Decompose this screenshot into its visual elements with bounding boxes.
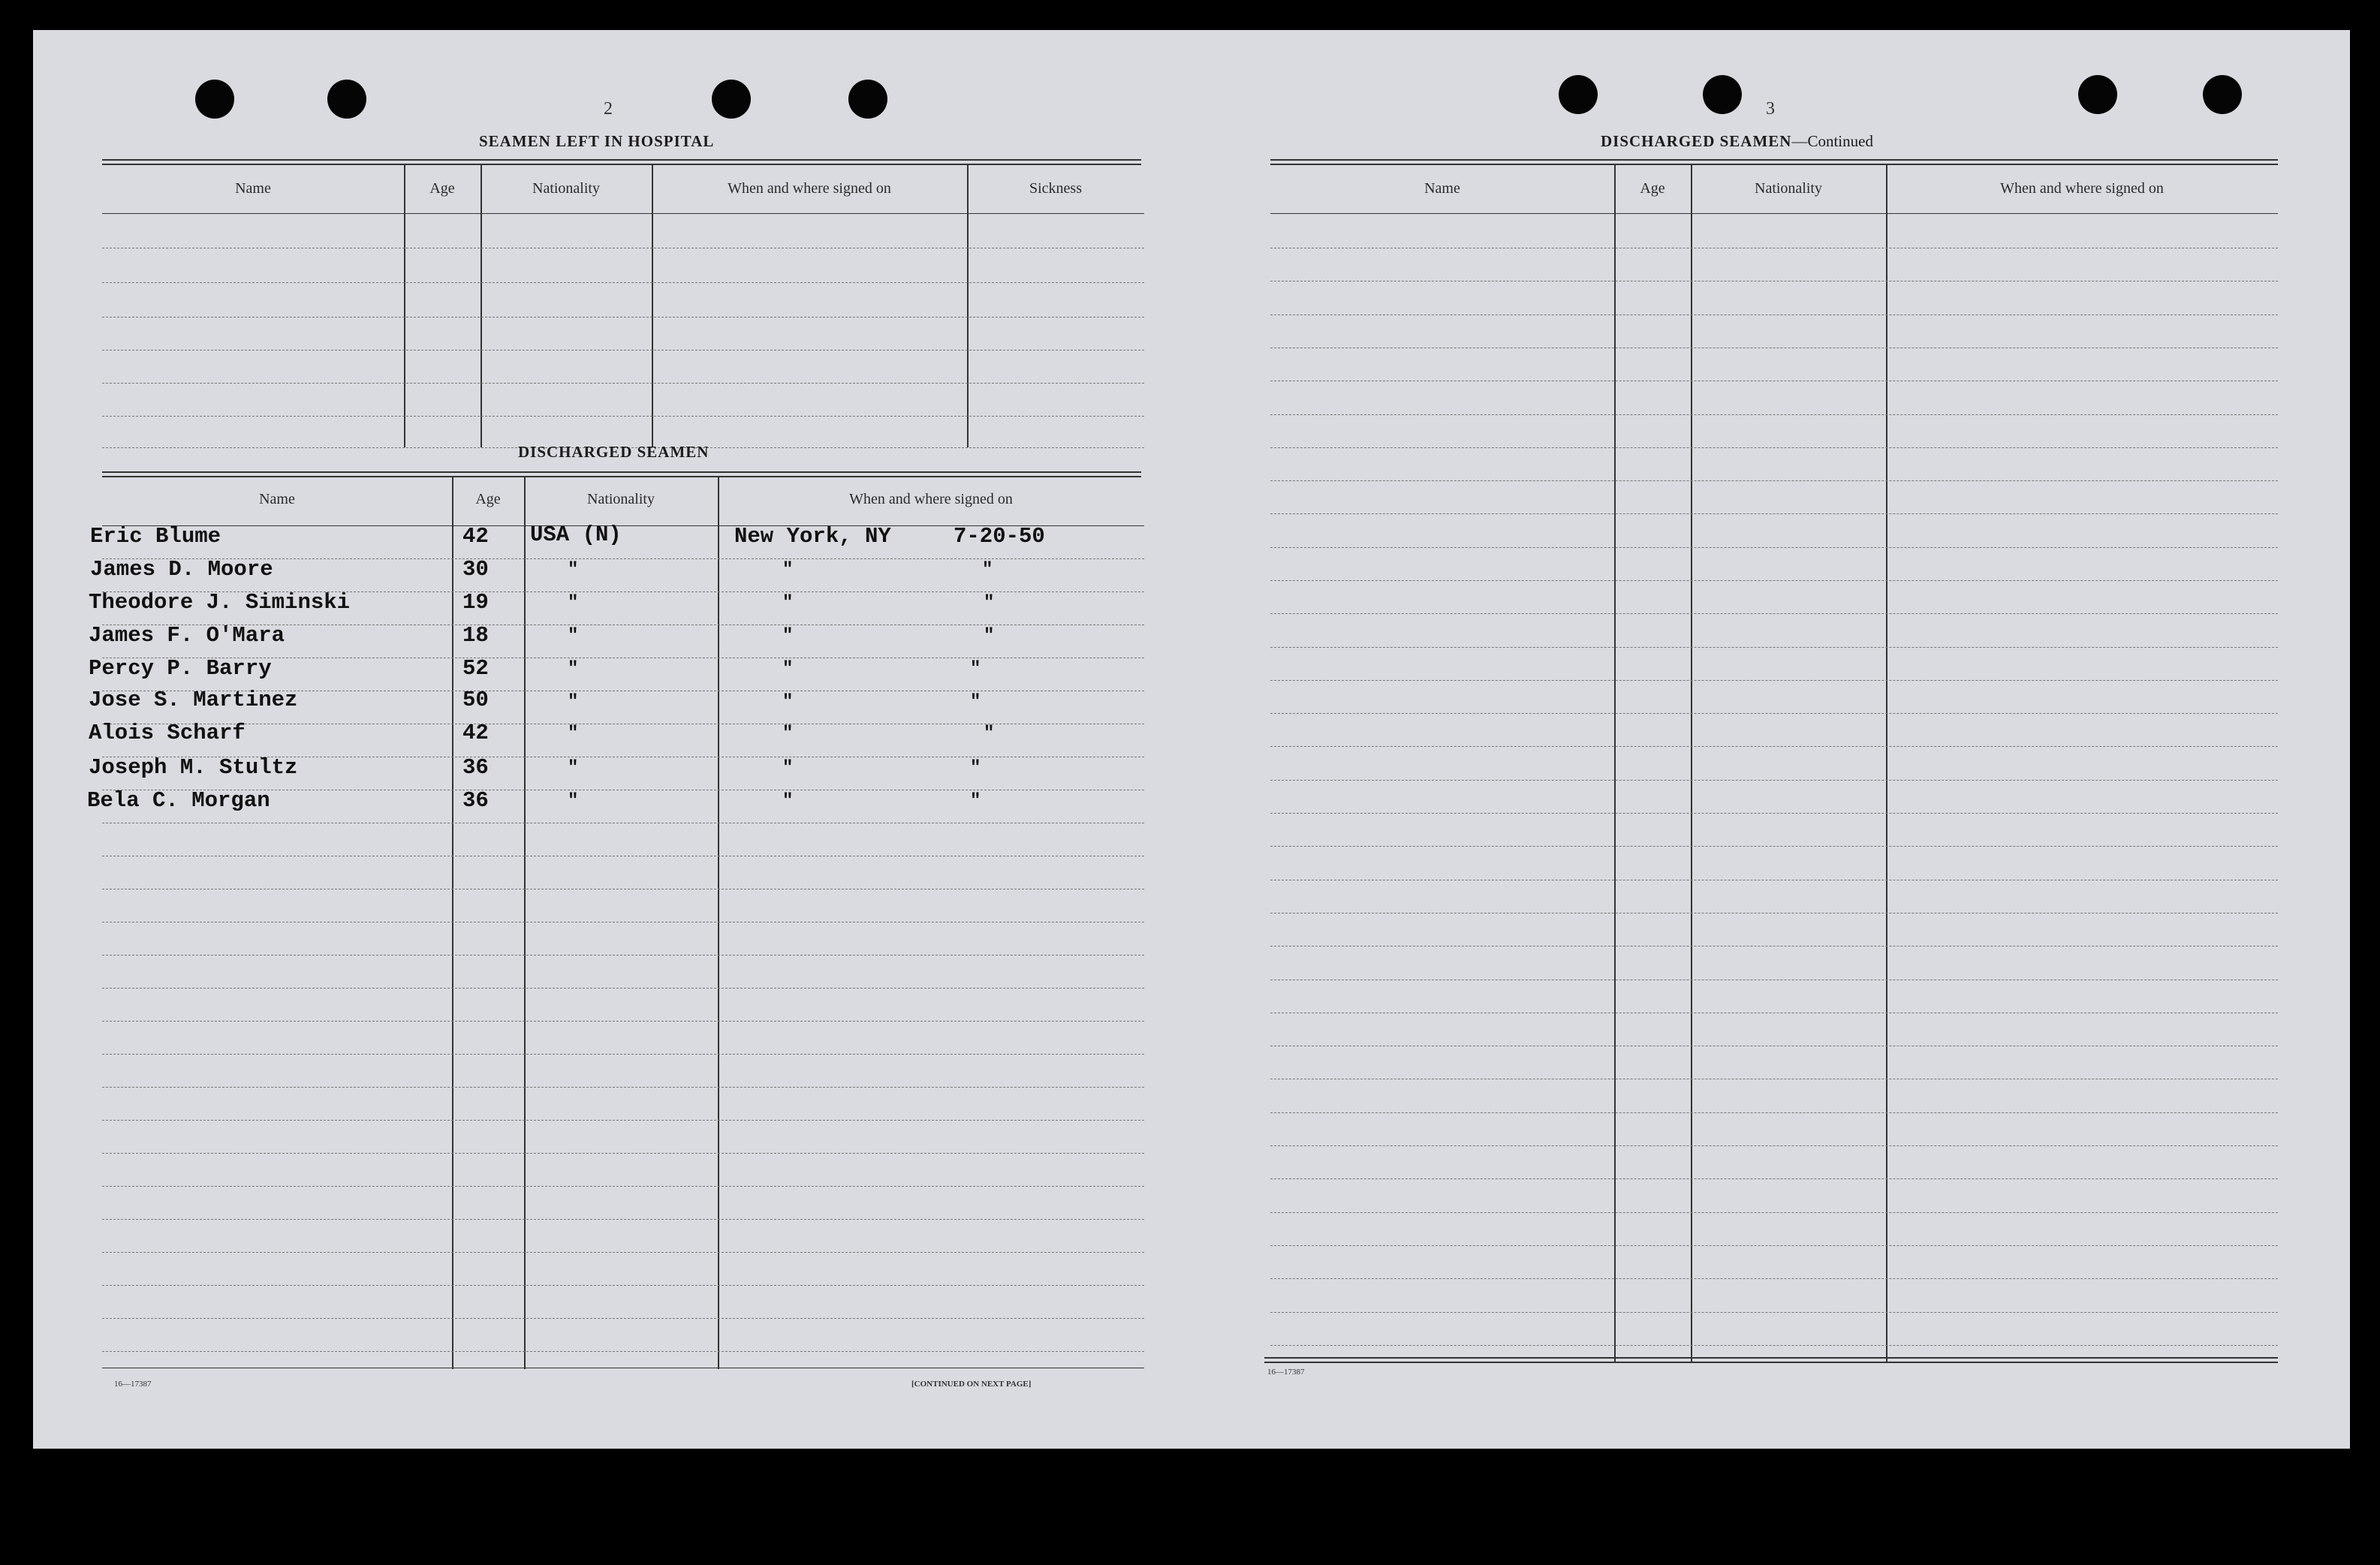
ditto-mark: ": [982, 560, 993, 580]
ditto-mark: ": [970, 758, 981, 778]
right-col-age: Age: [1640, 180, 1665, 197]
punch-hole-icon: [195, 80, 234, 119]
seaman-age: 19: [462, 590, 489, 615]
punch-hole-icon: [1559, 75, 1598, 114]
left-page: [33, 30, 1182, 1449]
seaman-name: Eric Blume: [90, 524, 221, 549]
ditto-mark: ": [568, 626, 579, 646]
discharged-col-signed-on: When and where signed on: [849, 491, 1013, 507]
seaman-name: Jose S. Martinez: [89, 688, 298, 712]
ditto-mark: ": [568, 560, 579, 580]
right-section-title-main: DISCHARGED SEAMEN: [1601, 132, 1792, 150]
punch-hole-icon: [327, 80, 366, 119]
ditto-mark: ": [782, 560, 794, 580]
ditto-mark: ": [970, 791, 981, 811]
hospital-section-title: SEAMEN LEFT IN HOSPITAL: [479, 132, 715, 150]
ditto-mark: ": [568, 724, 579, 744]
hospital-col-age: Age: [429, 180, 455, 197]
seaman-age: 18: [462, 623, 489, 648]
ditto-mark: ": [782, 626, 794, 646]
discharged-col-nationality: Nationality: [587, 491, 655, 507]
punch-hole-icon: [2078, 75, 2117, 114]
seaman-name: Theodore J. Siminski: [89, 590, 351, 615]
ditto-mark: ": [568, 593, 579, 613]
ditto-mark: ": [782, 692, 794, 712]
seaman-age: 30: [462, 557, 489, 582]
hospital-col-nationality: Nationality: [532, 180, 600, 197]
seaman-age: 42: [462, 524, 489, 549]
ditto-mark: ": [568, 791, 579, 811]
ditto-mark: ": [984, 724, 995, 744]
seaman-age: 36: [462, 755, 489, 780]
punch-hole-icon: [848, 80, 887, 119]
page-number: 2: [604, 99, 613, 119]
ditto-mark: ": [568, 758, 579, 778]
ditto-mark: ": [984, 626, 995, 646]
right-section-title: [1601, 132, 1873, 151]
seaman-signed-place: New York, NY: [734, 524, 891, 549]
right-col-signed-on: When and where signed on: [2000, 180, 2164, 197]
seaman-name: Bela C. Morgan: [87, 788, 270, 813]
punch-hole-icon: [2203, 75, 2242, 114]
discharged-section-title: DISCHARGED SEAMEN: [518, 443, 709, 461]
ditto-mark: ": [970, 659, 981, 679]
hospital-col-sickness: Sickness: [1029, 180, 1082, 197]
ditto-mark: ": [568, 659, 579, 679]
right-col-nationality: Nationality: [1755, 180, 1822, 197]
right-section-title-suffix: —Continued: [1791, 132, 1873, 150]
right-col-name: Name: [1424, 180, 1460, 197]
right-page: [1182, 30, 2350, 1449]
ditto-mark: ": [782, 724, 794, 744]
seaman-name: Percy P. Barry: [89, 656, 272, 681]
punch-hole-icon: [1703, 75, 1742, 114]
seaman-name: Joseph M. Stultz: [89, 755, 298, 780]
form-number: 16—17387: [114, 1380, 152, 1389]
continued-note: [CONTINUED ON NEXT PAGE]: [911, 1380, 1032, 1389]
ditto-mark: ": [782, 659, 794, 679]
ditto-mark: ": [782, 758, 794, 778]
ditto-mark: ": [984, 593, 995, 613]
seaman-name: Alois Scharf: [89, 721, 246, 745]
ditto-mark: ": [970, 692, 981, 712]
discharged-col-age: Age: [475, 491, 501, 507]
hospital-col-signed-on: When and where signed on: [728, 180, 891, 197]
hospital-col-name: Name: [235, 180, 271, 197]
ditto-mark: ": [782, 791, 794, 811]
seaman-age: 50: [462, 688, 489, 712]
seaman-name: James D. Moore: [90, 557, 273, 582]
discharged-col-name: Name: [259, 491, 295, 507]
seaman-name: James F. O'Mara: [89, 623, 285, 648]
punch-hole-icon: [712, 80, 751, 119]
ditto-mark: ": [568, 692, 579, 712]
page-number: 3: [1766, 99, 1775, 119]
seaman-nationality: USA (N): [530, 522, 622, 547]
seaman-signed-date: 7-20-50: [954, 524, 1045, 549]
form-number: 16—17387: [1267, 1368, 1305, 1377]
seaman-age: 52: [462, 656, 489, 681]
ditto-mark: ": [782, 593, 794, 613]
seaman-age: 36: [462, 788, 489, 813]
seaman-age: 42: [462, 721, 489, 745]
